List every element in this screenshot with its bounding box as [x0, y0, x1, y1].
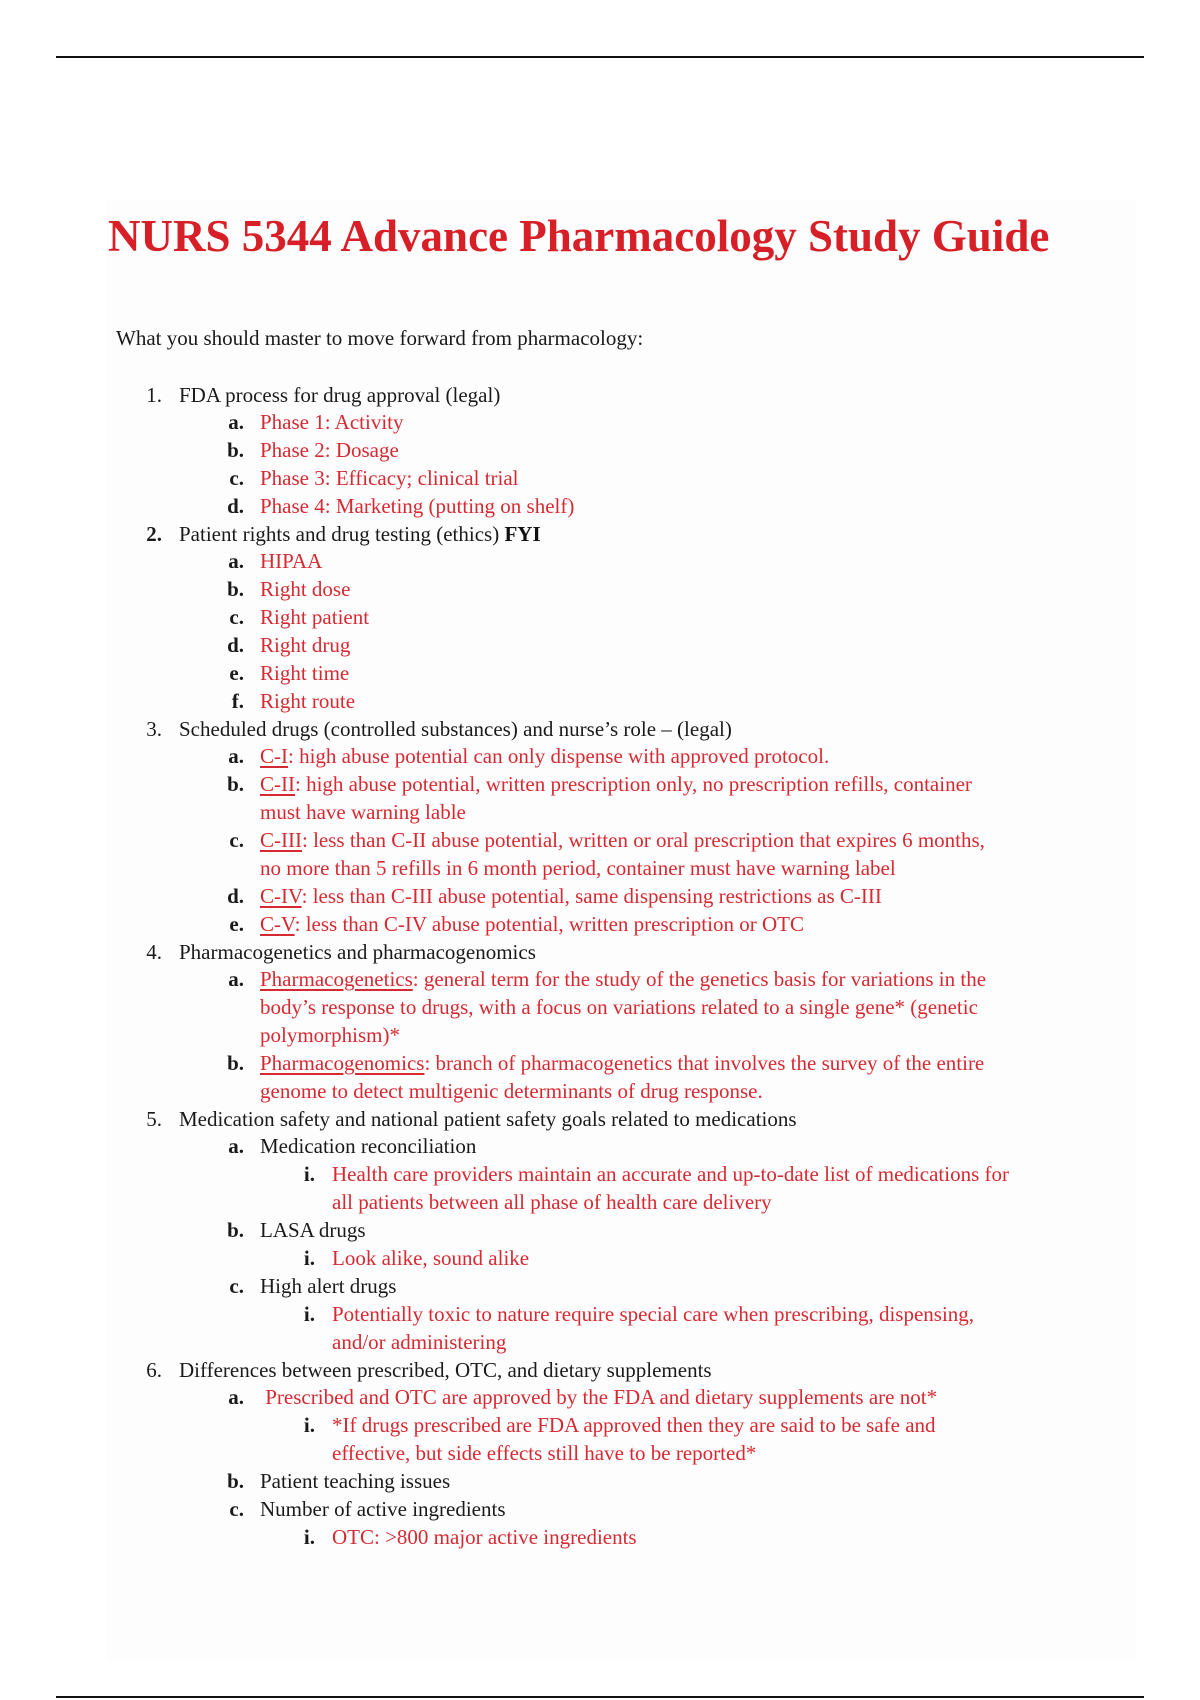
sub-item-marker: i. — [303, 1162, 315, 1186]
list-item — [0, 631, 1200, 659]
item-marker: a. — [228, 744, 244, 768]
item-marker: a. — [228, 549, 244, 573]
sub-item — [0, 1244, 1200, 1272]
list-item — [0, 436, 1200, 464]
section-marker: 3. — [146, 717, 162, 741]
sub-item-text: Health care providers maintain an accurate and up-to-date list of medications for — [332, 1162, 1009, 1186]
list-item — [0, 1383, 1200, 1411]
schedule-description: : less than C-II abuse potential, written or oral prescription that expires 6 months, — [301, 828, 985, 852]
document-title: NURS 5344 Advance Pharmacology Study Guide — [108, 211, 1050, 261]
section-5 — [0, 1105, 1200, 1132]
section-heading: Scheduled drugs (controlled substances) and nurse’s role – (legal) — [179, 717, 732, 741]
item-marker: b. — [227, 1469, 244, 1493]
definition-term: Pharmacogenomics — [260, 1051, 425, 1075]
item-marker: b. — [227, 772, 244, 796]
item-marker: a. — [228, 410, 244, 434]
intro-text: What you should master to move forward from pharmacology: — [116, 326, 644, 350]
list-item-continuation — [0, 854, 1200, 882]
sub-item-text: all patients between all phase of health care delivery — [332, 1190, 772, 1214]
item-marker: b. — [227, 1051, 244, 1075]
item-text — [260, 826, 985, 854]
list-item — [0, 492, 1200, 520]
list-item — [0, 1467, 1200, 1495]
sub-item-marker: i. — [303, 1525, 315, 1549]
item-text — [260, 882, 882, 910]
list-item-continuation — [0, 1021, 1200, 1049]
item-text: Right patient — [260, 605, 370, 629]
sub-item-text: effective, but side effects still have to be reported* — [332, 1441, 757, 1465]
sub-item-text: OTC: >800 major active ingredients — [332, 1525, 637, 1549]
section-marker: 5. — [146, 1107, 162, 1131]
schedule-term: C-I — [260, 744, 288, 768]
section-6 — [0, 1356, 1200, 1383]
item-text: Phase 4: Marketing (putting on shelf) — [260, 494, 575, 518]
item-text: Number of active ingredients — [260, 1497, 506, 1521]
section-2 — [0, 520, 1200, 547]
item-marker: d. — [227, 633, 244, 657]
definition-text: : general term for the study of the genetics basis for variations in the — [412, 967, 987, 991]
item-text: Phase 3: Efficacy; clinical trial — [260, 466, 519, 490]
schedule-description: : less than C-III abuse potential, same dispensing restrictions as C-III — [301, 884, 882, 908]
item-text — [260, 965, 986, 993]
item-text: Right time — [260, 661, 350, 685]
list-item-continuation — [0, 1077, 1200, 1105]
item-marker: f. — [231, 689, 244, 713]
sub-item-continuation — [0, 1328, 1200, 1356]
sub-item — [0, 1160, 1200, 1188]
item-text: Right drug — [260, 633, 351, 657]
sub-item-text: Look alike, sound alike — [332, 1246, 530, 1270]
schedule-term: C-V — [260, 912, 295, 936]
list-item — [0, 910, 1200, 938]
item-text — [260, 742, 829, 770]
item-text: Phase 1: Activity — [260, 410, 404, 434]
item-text: body’s response to drugs, with a focus on variations related to a single gene* (genetic — [260, 995, 978, 1019]
schedule-term: C-II — [260, 772, 295, 796]
item-text: Phase 2: Dosage — [260, 438, 399, 462]
list-item — [0, 1132, 1200, 1160]
schedule-description: : high abuse potential can only dispense with approved protocol. — [288, 744, 830, 768]
section-heading: Medication safety and national patient safety goals related to medications — [179, 1107, 797, 1131]
section-1 — [0, 381, 1200, 408]
list-item — [0, 547, 1200, 575]
list-item — [0, 965, 1200, 993]
sub-item-marker: i. — [303, 1302, 315, 1326]
item-marker: d. — [227, 494, 244, 518]
section-heading: Patient rights and drug testing (ethics) — [179, 522, 500, 546]
outline-list — [0, 381, 1200, 1551]
item-text: High alert drugs — [260, 1274, 397, 1298]
list-item — [0, 464, 1200, 492]
section-heading: Pharmacogenetics and pharmacogenomics — [179, 940, 536, 964]
sub-item-text: *If drugs prescribed are FDA approved then they are said to be safe and — [332, 1413, 936, 1437]
item-marker: c. — [229, 828, 244, 852]
section-heading: FDA process for drug approval (legal) — [179, 383, 501, 407]
item-text: no more than 5 refills in 6 month period, container must have warning label — [260, 856, 896, 880]
sub-item — [0, 1300, 1200, 1328]
item-text: LASA drugs — [260, 1218, 366, 1242]
list-item — [0, 408, 1200, 436]
item-text: Right route — [260, 689, 356, 713]
sub-item — [0, 1411, 1200, 1439]
list-item — [0, 770, 1200, 798]
list-item — [0, 603, 1200, 631]
schedule-description: : high abuse potential, written prescription only, no prescription refills, container — [295, 772, 972, 796]
item-text — [260, 770, 972, 798]
item-marker: c. — [229, 1497, 244, 1521]
sub-item-marker: i. — [303, 1413, 315, 1437]
section-3 — [0, 715, 1200, 742]
list-item — [0, 575, 1200, 603]
sub-item-text: and/or administering — [332, 1330, 507, 1354]
item-text: Right dose — [260, 577, 351, 601]
schedule-term: C-IV — [260, 884, 302, 908]
item-marker: a. — [228, 1385, 244, 1409]
item-marker: e. — [229, 912, 244, 936]
list-item — [0, 659, 1200, 687]
section-4 — [0, 938, 1200, 965]
item-marker: c. — [229, 1274, 244, 1298]
sub-item-continuation — [0, 1439, 1200, 1467]
item-marker: c. — [229, 605, 244, 629]
top-rule — [56, 56, 1144, 58]
item-marker: b. — [227, 438, 244, 462]
definition-text: : branch of pharmacogenetics that involves the survey of the entire — [424, 1051, 985, 1075]
section-marker: 6. — [146, 1358, 162, 1382]
schedule-term: C-III — [260, 828, 302, 852]
item-marker: d. — [227, 884, 244, 908]
section-marker: 4. — [146, 940, 162, 964]
item-text: Medication reconciliation — [260, 1134, 477, 1158]
list-item — [0, 742, 1200, 770]
section-heading-wrap — [179, 520, 541, 548]
list-item — [0, 882, 1200, 910]
list-item — [0, 1272, 1200, 1300]
list-item-continuation — [0, 798, 1200, 826]
sub-item-text: Potentially toxic to nature require special care when prescribing, dispensing, — [332, 1302, 975, 1326]
item-text: genome to detect multigenic determinants of drug response. — [260, 1079, 763, 1103]
item-marker: a. — [228, 967, 244, 991]
section-marker: 2. — [146, 522, 162, 546]
item-marker: c. — [229, 466, 244, 490]
item-marker: b. — [227, 577, 244, 601]
item-marker: a. — [228, 1134, 244, 1158]
item-text: HIPAA — [260, 549, 323, 573]
item-text: polymorphism)* — [260, 1023, 400, 1047]
item-text: must have warning lable — [260, 800, 466, 824]
section-marker: 1. — [146, 383, 162, 407]
list-item — [0, 1216, 1200, 1244]
schedule-description: : less than C-IV abuse potential, written prescription or OTC — [294, 912, 804, 936]
sub-item-continuation — [0, 1188, 1200, 1216]
item-marker: e. — [229, 661, 244, 685]
section-heading: Differences between prescribed, OTC, and dietary supplements — [179, 1358, 712, 1382]
fyi-tag: FYI — [504, 522, 541, 546]
item-text — [260, 1049, 984, 1077]
list-item — [0, 687, 1200, 715]
sub-item-marker: i. — [303, 1246, 315, 1270]
list-item — [0, 826, 1200, 854]
item-marker: b. — [227, 1218, 244, 1242]
item-text: Patient teaching issues — [260, 1469, 451, 1493]
item-text — [260, 910, 804, 938]
item-text: Prescribed and OTC are approved by the FDA and dietary supplements are not* — [260, 1385, 938, 1409]
list-item — [0, 1049, 1200, 1077]
sub-item — [0, 1523, 1200, 1551]
list-item-continuation — [0, 993, 1200, 1021]
definition-term: Pharmacogenetics — [260, 967, 413, 991]
list-item — [0, 1495, 1200, 1523]
bottom-rule — [56, 1696, 1144, 1698]
